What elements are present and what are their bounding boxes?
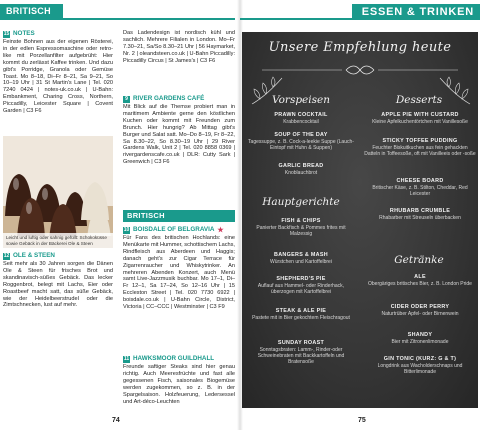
- section-banner: BRITISCH: [123, 210, 235, 222]
- dish-item: STICKY TOFFEE PUDDING Feuchter Biskuitkuchen aus fein gehackten Datteln in Toffeesoße, oft mit Vanilleeis oder -soße: [364, 138, 476, 157]
- river-cafe-text: Mit Blick auf die Themse probiert man in maritimem Ambiente gerne den köstlichen Kuchen oder kommt mit Freunden zum Brunch. Hier hungrig? Ab Mittag gibt's Burger und Salat satt. Mo–Do 8–19, Fr 8–22, Sa 8.30–22, So 8.30–19 Uhr | 29 River Gardens Walk, Unit 2 | Tel. 020 8858 0369 | rivergardenscafe.co.uk | DLR: Cutty Sark | Greenwich | C3 F6: [123, 104, 235, 166]
- column-2: [123, 30, 235, 204]
- right-page: [240, 0, 480, 430]
- board-title: Unsere Empfehlung heute: [268, 40, 452, 55]
- column-1: [3, 30, 113, 137]
- map-marker-icon: 9: [123, 96, 130, 103]
- dish-item: GARLIC BREAD Knoblauchbrot: [278, 163, 324, 176]
- notes-text: Feinste Bohnen aus der eigenen Rösterei, in der edlen Espressomaschine oder retro-like mit Porzellanfilter aufgebrüht: Hier kommt du zerlässt Kaffee trinken. Und dazu gibt's Porridge, Granola oder Gemüse Toast. Mo 8–18, Di–Fr 8–21, Sa 9–21, So 10–19 Uhr | 31 St Martin's Lane | Tel. 020 7240 0424 | notes-uk.co.uk | U-Bahn: Embankment, Charing Cross, Northern, Piccadilly, Leicester Square | Covent Garden | C3 F6: [3, 39, 113, 115]
- column-2-lower: [123, 226, 235, 420]
- category-getraenke: Getränke: [394, 254, 444, 266]
- dish-item: SHEPHERD'S PIE Auflauf aus Hammel- oder Rinderhack, überzogen mit Kartoffelbrei: [257, 276, 345, 295]
- chalkboard-menu: [242, 32, 478, 408]
- page-number-right: 75: [358, 417, 366, 424]
- column-1-lower: [3, 252, 113, 411]
- map-marker-icon: 10: [123, 226, 130, 233]
- dish-item: STEAK & ALE PIE Pastete mit in Bier gekochtem Fleischragout: [252, 308, 350, 321]
- bakery-photo: [3, 136, 113, 248]
- map-marker-icon: 12: [3, 252, 10, 259]
- map-marker-icon: 11: [123, 355, 130, 362]
- hawksmoor-text: Freunde saftiger Steaks sind hier genau richtig. Auch Meeresfrüchte und fast alle gegessenen Fisch, saisonales Biogemüse werden zugekommen, so z. B. in der Spargelsaison. Holzfeuerung, Ledersessel und Art-déco-Leuchten: [123, 364, 235, 405]
- dish-item: FISH & CHIPS Panierter Backfisch & Pommes frites mit Malzessig: [256, 218, 346, 237]
- ole-steen-text-continued: Das Ladendesign ist nordisch kühl und sachlich. Mehrere Filialen in London. Mo–Fr 7.30–21, Sa/So 8.30–21 Uhr | 56 Haymarket, Nr. 2 | oleandsteen.co.uk | U-Bahn Piccadilly: Piccadilly Circus | St James's | C3 F6: [123, 30, 235, 64]
- dish-item: SUNDAY ROAST Sonntagsbraten: Lamm-, Rinder-oder Schweinebraten mit Backkartoffeln und Bratensoße: [257, 340, 345, 365]
- left-header-tag: BRITISCH: [0, 4, 63, 18]
- dish-item: PRAWN COCKTAIL Krabbencocktail: [274, 112, 328, 125]
- dish-item: RHUBARB CRUMBLE Rhabarber mit Streuseln überbacken: [379, 208, 461, 221]
- dish-item: GIN TONIC (KURZ: G & T) Longdrink aus Wacholderschnaps und Bitterlimonade: [377, 356, 463, 375]
- map-marker-icon: 15: [3, 30, 10, 37]
- category-desserts: Desserts: [395, 94, 443, 106]
- dish-item: ALE Obergäriges britisches Bier, z. B. London Pride: [368, 274, 472, 287]
- category-vorspeisen: Vorspeisen: [271, 94, 330, 106]
- photo-caption: Leicht und luftig oder sahnig gefüllt: Schokoküsse sowie Gebäck in der Bäckerei Ole & Steen: [3, 233, 113, 248]
- chocolate-kisses-image: [3, 136, 113, 248]
- notes-title: 15 NOTES: [3, 30, 35, 37]
- right-header-tag: ESSEN & TRINKEN: [352, 4, 480, 20]
- dish-item: CIDER ODER PERRY Naturtrüber Apfel- oder Birnenwein: [381, 304, 459, 317]
- boisdale-text: Für Fans des britischen Hochlands: eine Menükarte mit Hummer, schottischem Lachs, Rindfleisch aus Aberdeen und Haggis; danach geht's zur Cigar Terrace für Zigarrenraucher und Whiskytrinker. An mehreren Abenden Konzert, auch Menü samt Live-Jazzmusik buchbar. Mo 17–1, Di–Fr 12–1, Sa 17–24, So 12–16 Uhr | 15 Eccleston Street | Tel. 020 7730 6922 | boisdale.co.uk | U-Bahn Circle, District, Victoria | CC–CCC | Westminster | C3 F9: [123, 235, 235, 311]
- dish-item: SHANDY Bier mit Zitronenlimonade: [391, 332, 449, 345]
- page-number-left: 74: [112, 417, 120, 424]
- boisdale-title: 10 BOISDALE OF BELGRAVIA ★: [123, 226, 224, 234]
- dish-item: SOUP OF THE DAY Tagessuppe, z. B. Cock-a-leekie Suppe (Lauch-Eintopf mit Huhn & Suppen): [248, 132, 354, 151]
- category-hauptgerichte: Hauptgerichte: [262, 196, 340, 208]
- dish-item: CHEESE BOARD Britischer Käse, z. B. Stilton, Cheddar, Red Leicester: [372, 178, 468, 197]
- hawksmoor-title: 11 HAWKSMOOR GUILDHALL: [123, 355, 215, 362]
- dish-item: BANGERS & MASH Würstchen und Kartoffelbrei: [270, 252, 332, 265]
- ole-steen-title: 12 OLE & STEEN: [3, 252, 55, 259]
- right-page-header: [240, 4, 480, 20]
- dish-item: APPLE PIE WITH CUSTARD Kleine Apfelkuchentörtchen mit Vanillesoße: [372, 112, 468, 125]
- ole-steen-text: Seit mehr als 30 Jahren sorgen die Dänen Ole & Steen für frisches Brot und skandinavisch-süßes Gebäck. Das lecker Roggenbrot, belegt mit Lachs, Eier oder Roastbeef macht satt, das süße Gebäck, wie der Heidelbeerstrudel oder die Zimtschnecken, lust auf mehr.: [3, 261, 113, 309]
- river-cafe-title: 9 RIVER GARDENS CAFÉ: [123, 95, 235, 103]
- left-page-header: [0, 4, 235, 20]
- star-icon: ★: [217, 226, 224, 234]
